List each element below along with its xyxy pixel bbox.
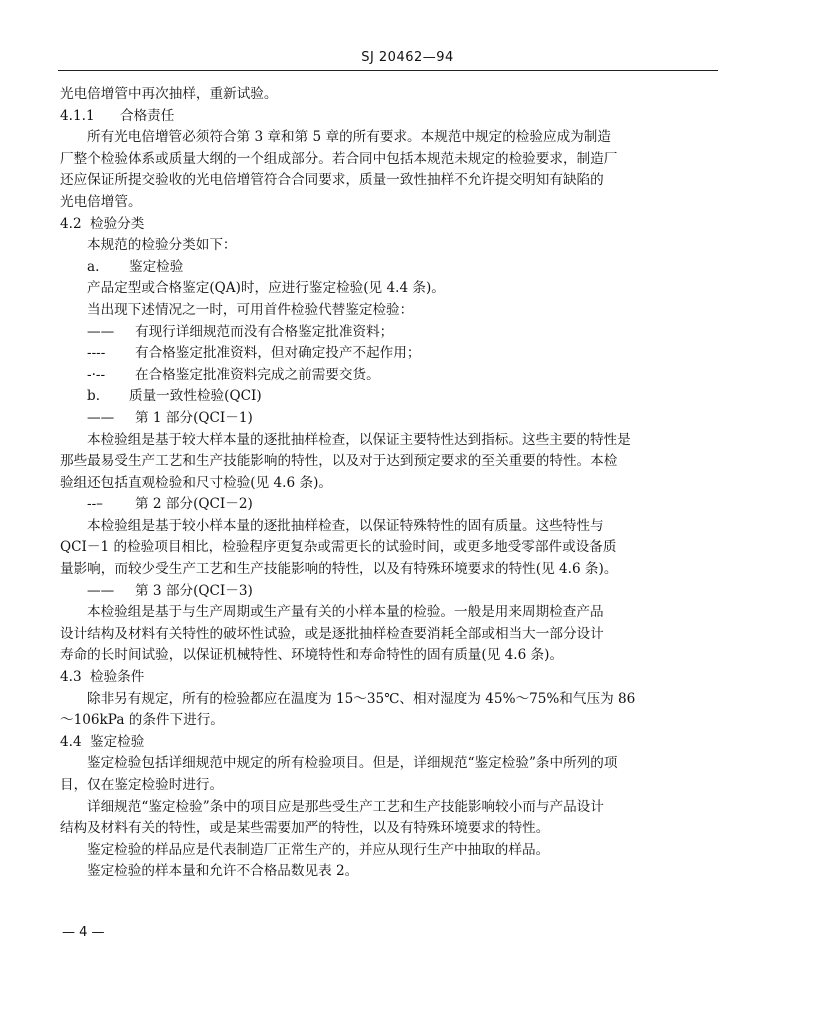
text-line: 量影响，而较少受生产工艺和生产技能影响的特性，以及有特殊环境要求的特性(见 4.6 条)。 xyxy=(60,561,618,578)
text-line: 除非另有规定，所有的检验都应在温度为 15～35℃、相对湿度为 45%～75%和气压为 86 xyxy=(87,690,636,707)
list-marker: b. xyxy=(87,388,101,405)
list-item-text: 质量一致性检验(QCI) xyxy=(129,388,262,405)
text-line: 本规范的检验分类如下： xyxy=(87,237,237,254)
text-line: 厂整个检验体系或质量大纲的一个组成部分。若合同中包括本规范未规定的检验要求，制造厂 xyxy=(60,150,618,167)
section-number: 4.4 xyxy=(60,733,82,750)
text-line: 验组还包括直观检验和尺寸检验(见 4.6 条)。 xyxy=(60,474,332,491)
section-title: 检验分类 xyxy=(90,215,145,232)
dash-item xyxy=(60,343,720,365)
section-heading-4-2 xyxy=(60,214,720,236)
dash-item xyxy=(60,365,720,387)
list-marker: a. xyxy=(87,258,100,275)
section-title: 鉴定检验 xyxy=(90,733,145,750)
list-item-b xyxy=(60,386,720,408)
dash-item xyxy=(60,322,720,344)
text-line: 鉴定检验包括详细规范中规定的所有检验项目。但是，详细规范“鉴定检验”条中所列的项 xyxy=(87,755,618,772)
text-line: 光电倍增管中再次抽样，重新试验。 xyxy=(60,86,278,102)
text-line: 还应保证所提交验收的光电倍增管符合合同要求，质量一致性抽样不允许提交明知有缺陷的 xyxy=(60,172,604,189)
section-title: 检验条件 xyxy=(90,669,145,686)
dash-marker: --– xyxy=(87,496,103,513)
dash-item-text: 有现行详细规范而没有合格鉴定批准资料； xyxy=(135,323,394,340)
text-line: 产品定型或合格鉴定(QA)时，应进行鉴定检验(见 4.4 条)。 xyxy=(87,280,445,297)
body-text xyxy=(60,84,720,883)
list-item-a xyxy=(60,257,720,279)
dash-item-text: 在合格鉴定批准资料完成之前需要交货。 xyxy=(135,366,380,383)
text-line: ～106kPa 的条件下进行。 xyxy=(60,712,224,729)
section-number: 4.1.1 xyxy=(60,107,95,124)
text-line: 所有光电倍增管必须符合第 3 章和第 5 章的所有要求。本规范中规定的检验应成为制造 xyxy=(87,129,611,146)
list-item-text: 鉴定检验 xyxy=(129,258,184,275)
dash-item xyxy=(60,494,720,516)
text-line: 鉴定检验的样本量和允许不合格品数见表 2。 xyxy=(87,863,359,880)
dash-item xyxy=(60,581,720,603)
text-line: 当出现下述情况之一时，可用首件检验代替鉴定检验： xyxy=(87,301,414,318)
dash-marker: —— xyxy=(87,582,115,599)
section-number: 4.3 xyxy=(60,669,82,686)
text-line: 详细规范“鉴定检验”条中的项目应是那些受生产工艺和生产技能影响较小而与产品设计 xyxy=(87,798,604,815)
section-title: 合格责任 xyxy=(120,107,175,124)
text-line: 光电倍增管。 xyxy=(60,193,142,210)
section-heading-4-3 xyxy=(60,667,720,689)
text-line: QCI－1 的检验项目相比，检验程序更复杂或需更长的试验时间，或更多地受零部件或设备质 xyxy=(60,539,617,556)
section-heading-4-1-1 xyxy=(60,106,720,128)
dash-marker: ---- xyxy=(87,345,106,362)
dash-marker: -·-- xyxy=(87,366,106,383)
dash-item-text: 第 3 部分(QCI－3) xyxy=(135,582,253,599)
dash-item xyxy=(60,408,720,430)
page-number: — 4 — xyxy=(62,925,105,940)
dash-item-text: 第 2 部分(QCI－2) xyxy=(135,496,253,513)
dash-marker: —— xyxy=(87,323,115,340)
text-line: 本检验组是基于与生产周期或生产量有关的小样本量的检验。一般是用来周期检查产品 xyxy=(87,604,604,621)
text-line: 本检验组是基于较小样本量的逐批抽样检查，以保证特殊特性的固有质量。这些特性与 xyxy=(87,517,604,534)
text-line: 目，仅在鉴定检验时进行。 xyxy=(60,777,224,793)
text-line: 结构及材料有关的特性，或是某些需要加严的特性，以及有特殊环境要求的特性。 xyxy=(60,820,550,837)
text-line: 设计结构及材料有关特性的破坏性试验，或是逐批抽样检查要消耗全部或相当大一部分设计 xyxy=(60,625,604,642)
dash-marker: —— xyxy=(87,409,115,426)
text-line: 本检验组是基于较大样本量的逐批抽样检查，以保证主要特性达到指标。这些主要的特性是 xyxy=(87,431,631,448)
text-line: 寿命的长时间试验，以保证机械特性、环境特性和寿命特性的固有质量(见 4.6 条)。 xyxy=(60,647,564,664)
text-line: 鉴定检验的样品应是代表制造厂正常生产的，并应从现行生产中抽取的样品。 xyxy=(87,841,550,858)
section-number: 4.2 xyxy=(60,215,82,232)
text-line: 那些最易受生产工艺和生产技能影响的特性，以及对于达到预定要求的至关重要的特性。本检 xyxy=(60,453,618,470)
dash-item-text: 有合格鉴定批准资料，但对确定投产不起作用； xyxy=(135,345,421,362)
doc-code-header: SJ 20462—94 xyxy=(361,50,454,65)
dash-item-text: 第 1 部分(QCI－1) xyxy=(135,409,253,426)
section-heading-4-4 xyxy=(60,732,720,754)
header-rule xyxy=(58,70,718,71)
